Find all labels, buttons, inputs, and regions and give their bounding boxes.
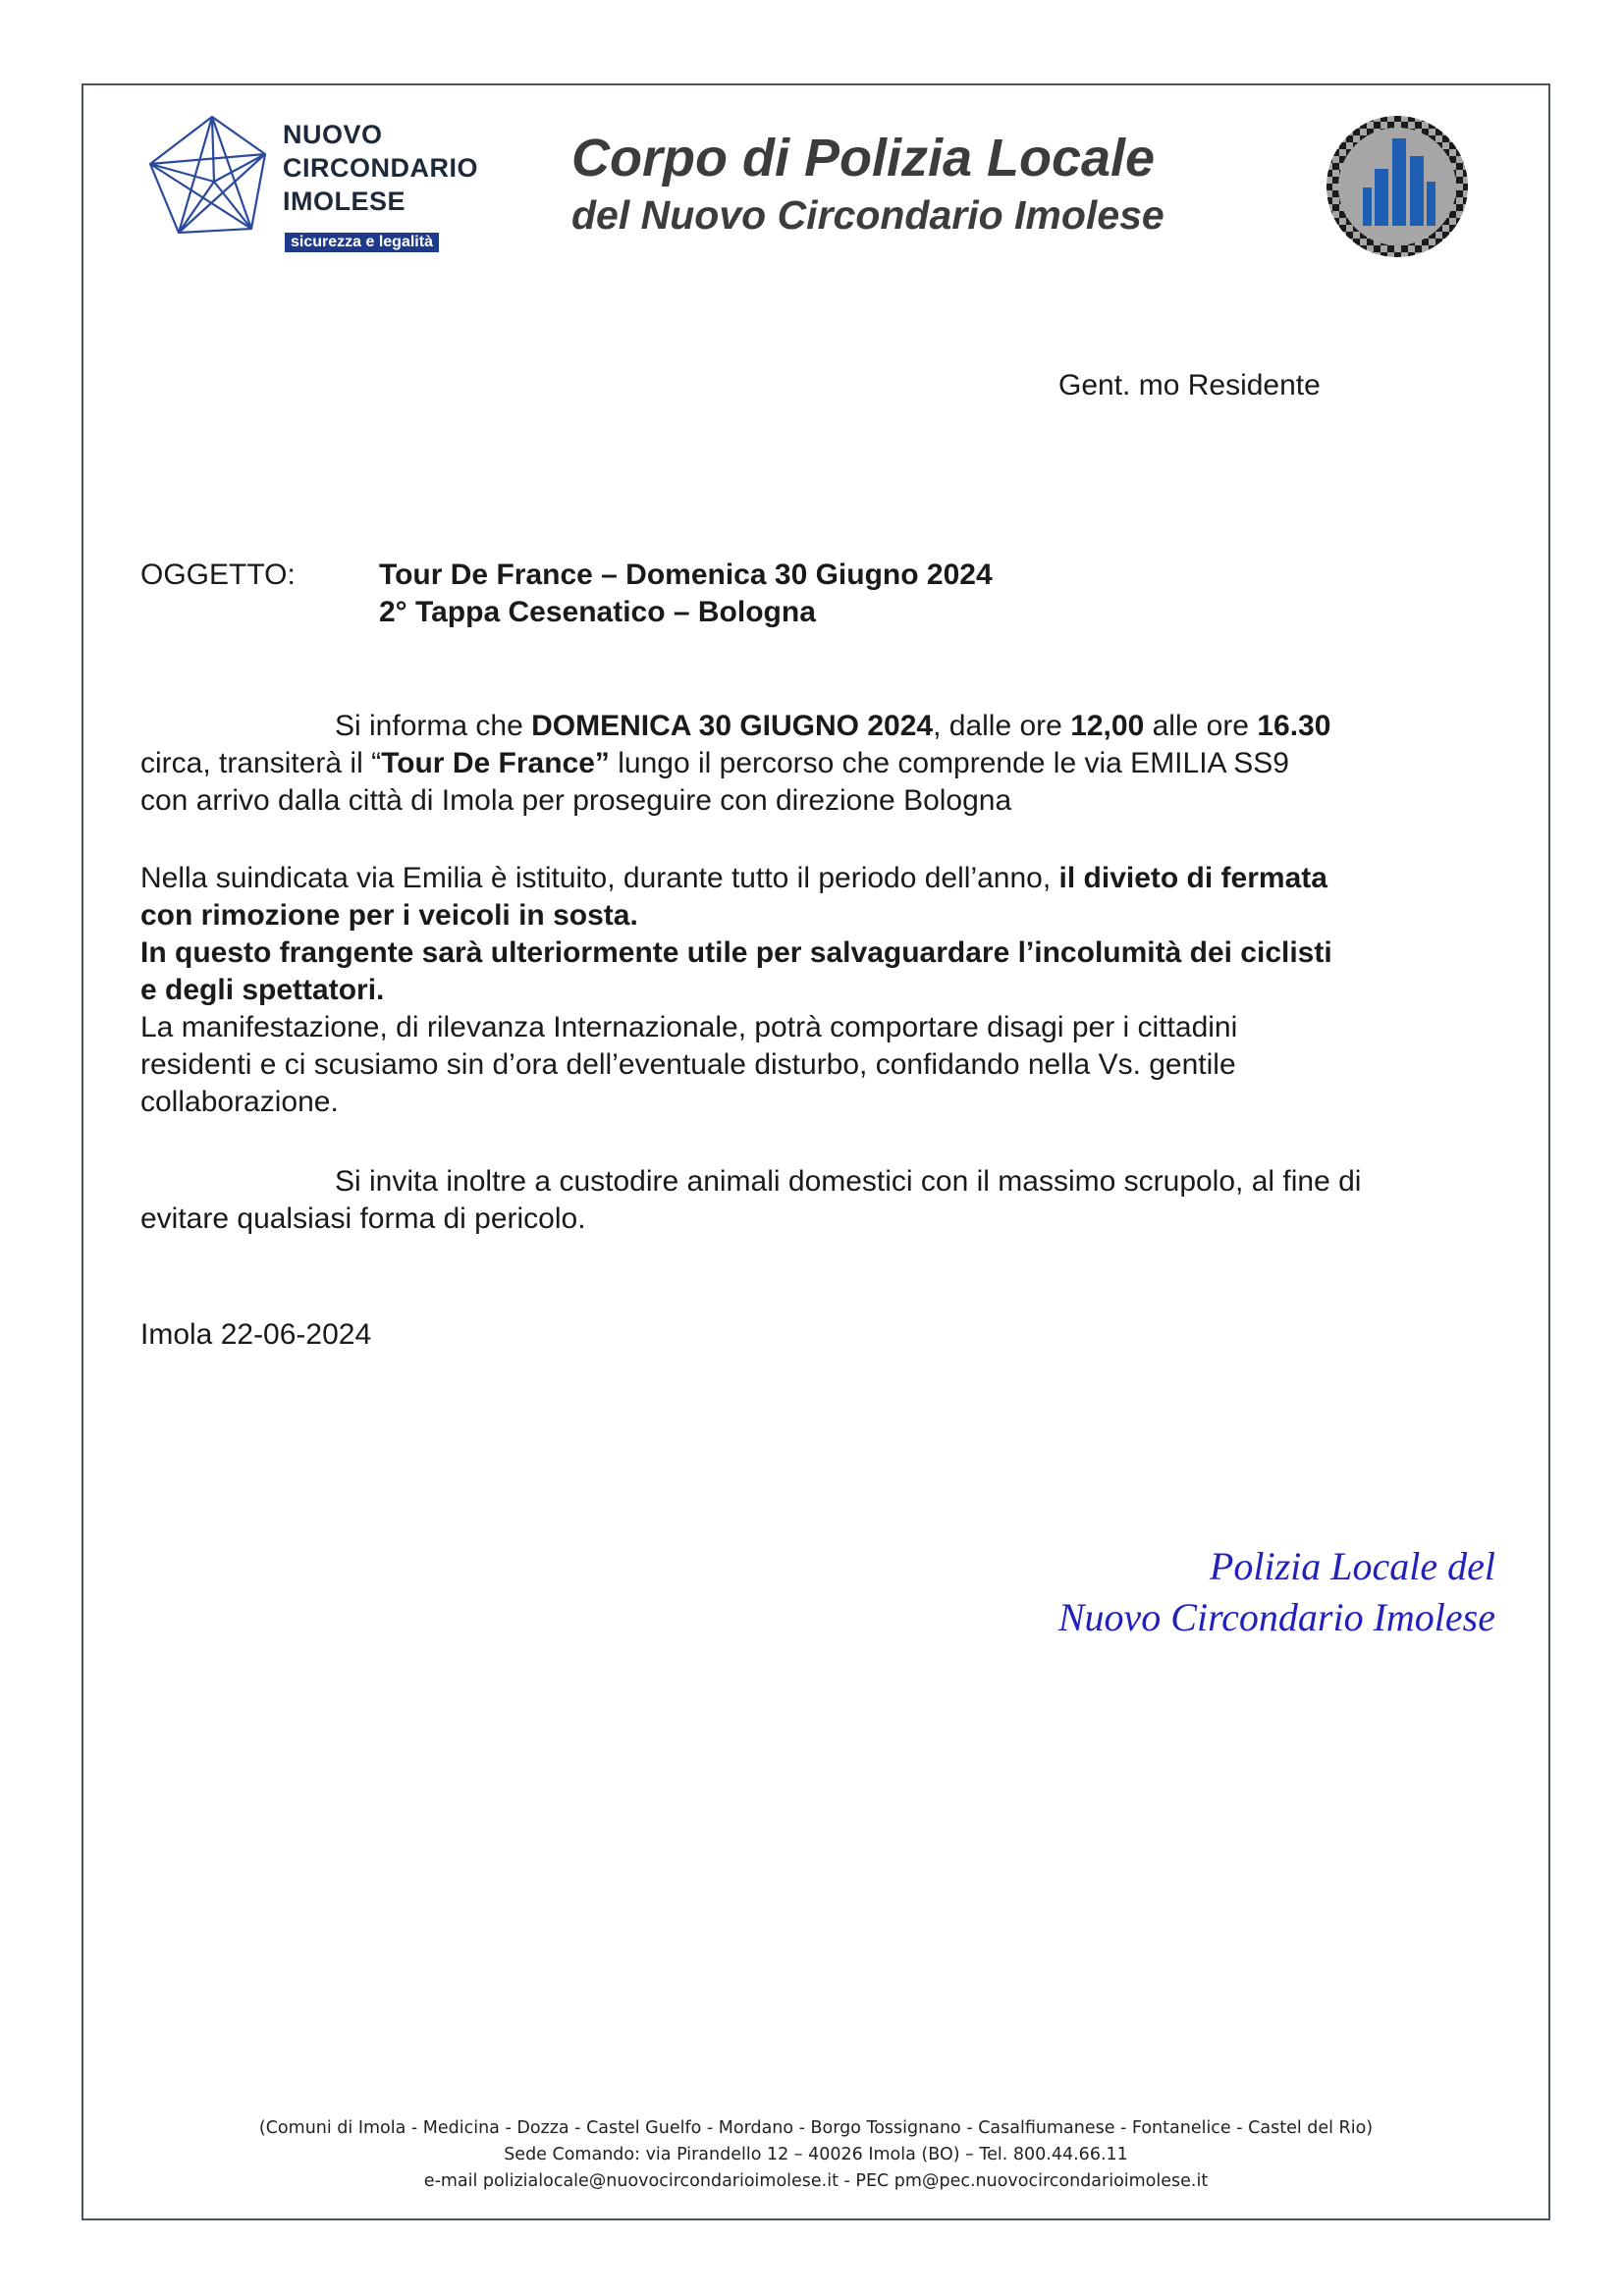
letter-date: Imola 22-06-2024: [140, 1318, 372, 1351]
text-line: Si invita inoltre a custodire animali domestici con il massimo scrupolo, al fine di: [335, 1165, 1362, 1198]
start-time: 12,00: [1070, 710, 1145, 742]
police-badge-icon: [1326, 115, 1469, 258]
text-run: circa, transiterà il “: [140, 747, 382, 779]
paragraph-announcement: [140, 708, 1495, 820]
signature-line-1: Polizia Locale del: [1209, 1544, 1495, 1588]
footer-municipalities: (Comuni di Imola - Medicina - Dozza - Castel Guelfo - Mordano - Borgo Tossignano - Casalfiumanese - Fontanelice - Castel del Rio): [258, 2118, 1374, 2138]
pentagon-logo-icon: [145, 113, 283, 240]
subject-label: OGGETTO:: [140, 559, 296, 591]
page-header: [571, 128, 1259, 240]
end-time: 16.30: [1257, 710, 1331, 742]
text-run: alle ore: [1144, 710, 1258, 742]
logo-tagline: sicurezza e legalità: [285, 233, 439, 252]
subject: [379, 557, 993, 631]
text-line: La manifestazione, di rilevanza Internazionale, potrà comportare disagi per i cittadini: [140, 1011, 1238, 1043]
parking-ban: il divieto di fermata: [1058, 862, 1327, 894]
text-line: residenti e ci scusiamo sin d’ora dell’eventuale disturbo, confidando nella Vs. gentile: [140, 1048, 1236, 1081]
signature-line-2: Nuovo Circondario Imolese: [1057, 1595, 1495, 1639]
paragraph-parking-ban: [140, 860, 1495, 1121]
text-line: collaborazione.: [140, 1086, 339, 1118]
text-line: e degli spettatori.: [140, 974, 385, 1006]
subject-line-2: 2° Tappa Cesenatico – Bologna: [379, 596, 816, 628]
text-run: Si informa che: [335, 710, 532, 742]
text-run: , dalle ore: [933, 710, 1071, 742]
text-line: con rimozione per i veicoli in sosta.: [140, 899, 638, 932]
text-line: In questo frangente sarà ulteriormente utile per salvaguardare l’incolumità dei ciclisti: [140, 936, 1332, 969]
footer-contacts: e-mail polizialocale@nuovocircondarioimolese.it - PEC pm@pec.nuovocircondarioimolese.it: [423, 2171, 1209, 2191]
logo-line-3: IMOLESE: [283, 187, 406, 216]
text-line: con arrivo dalla città di Imola per proseguire con direzione Bologna: [140, 784, 1012, 817]
page-footer: [81, 2115, 1550, 2195]
text-run: lungo il percorso che comprende le via EMILIA SS9: [609, 747, 1289, 779]
page-frame: [81, 83, 1550, 2220]
footer-address: Sede Comando: via Pirandello 12 – 40026 Imola (BO) – Tel. 800.44.66.11: [504, 2145, 1128, 2164]
signature: [1058, 1541, 1495, 1643]
page-title: Corpo di Polizia Locale: [571, 129, 1156, 187]
logo-wordmark: [283, 118, 478, 218]
page-subtitle: del Nuovo Circondario Imolese: [571, 192, 1164, 238]
subject-line-1: Tour De France – Domenica 30 Giugno 2024: [379, 559, 993, 591]
logo-line-1: NUOVO: [283, 120, 383, 149]
recipient: Gent. mo Residente: [1058, 369, 1321, 401]
event-date: DOMENICA 30 GIUGNO 2024: [531, 710, 934, 742]
text-run: Nella suindicata via Emilia è istituito, durante tutto il periodo dell’anno,: [140, 862, 1059, 894]
circondario-logo: [145, 113, 499, 260]
event-name: Tour De France”: [381, 747, 610, 779]
paragraph-pets: [140, 1163, 1495, 1238]
text-line: evitare qualsiasi forma di pericolo.: [140, 1202, 586, 1235]
logo-line-2: CIRCONDARIO: [283, 153, 478, 183]
